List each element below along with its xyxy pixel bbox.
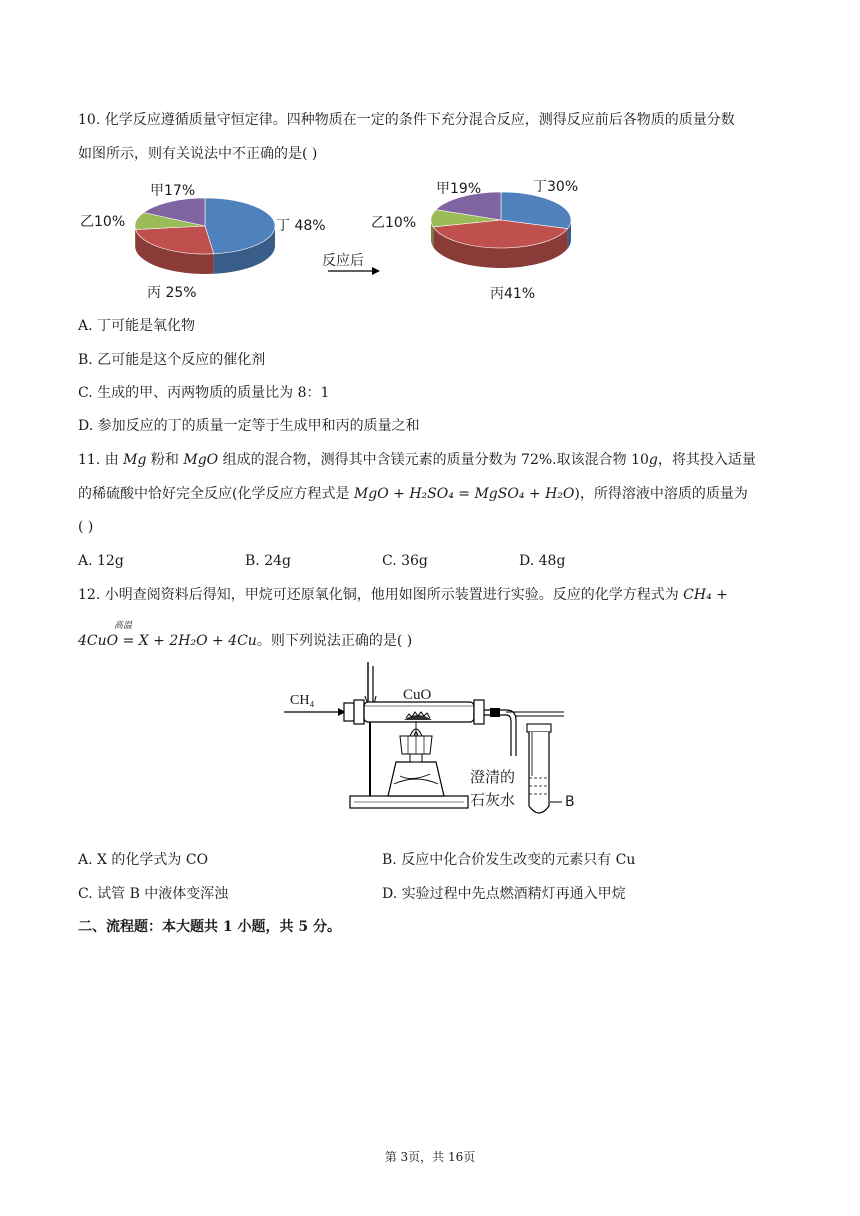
q11-stem-line2 <box>78 484 748 504</box>
q12-option-d: D. 实验过程中先点燃酒精灯再通入甲烷 <box>382 886 626 902</box>
q12-equation-part1: CH₄ + <box>683 587 728 603</box>
lime-water-label-2: 石灰水 <box>470 791 516 809</box>
pie-after-reaction <box>431 192 571 268</box>
section-2-heading: 二、流程题：本大题共 1 小题，共 5 分。 <box>78 919 341 935</box>
q11-text: ，将其投入适量 <box>657 452 756 468</box>
pie-after-label-yi: 乙10% <box>371 215 417 231</box>
test-tube-b-label: B <box>565 794 575 810</box>
pie-after-label-bing: 丙41% <box>490 286 536 302</box>
q11-mg: Mg <box>123 452 147 468</box>
q11-text: 11. 由 <box>78 452 124 468</box>
lime-water-label-1: 澄清的 <box>470 768 516 786</box>
apparatus-diagram <box>280 656 610 826</box>
q12-stem-line1 <box>78 585 728 605</box>
pie-before-label-yi: 乙10% <box>80 214 126 230</box>
q11-stem-line1 <box>78 450 756 470</box>
q10-option-d: D. 参加反应的丁的质量一定等于生成甲和丙的质量之和 <box>78 418 420 434</box>
q10-option-b: B. 乙可能是这个反应的催化剂 <box>78 352 266 368</box>
q12-equation-part2: 4CuO = X + 2H₂O + 4Cu <box>78 633 257 649</box>
page-footer: 第 3页，共 16页 <box>384 1150 476 1164</box>
q11-text: 的稀硫酸中恰好完全反应(化学反应方程式是 <box>78 486 354 502</box>
q11-option-b: B. 24g <box>245 553 291 569</box>
reaction-arrow-label: 反应后 <box>322 253 364 269</box>
cuo-label: CuO <box>403 687 432 703</box>
q12-option-a: A. X 的化学式为 CO <box>78 852 209 868</box>
pie-before-label-ding: 丁 48% <box>276 218 326 234</box>
q11-unit-g: g <box>648 452 658 468</box>
pie-after-label-jia: 甲19% <box>436 181 482 197</box>
pie-before-label-bing: 丙 25% <box>147 285 197 301</box>
q10-stem-line1: 10. 化学反应遵循质量守恒定律。四种物质在一定的条件下充分混合反应，测得反应前后各物质的质量分数 <box>78 112 735 128</box>
q11-text: )，所得溶液中溶质的质量为 <box>574 486 748 502</box>
q12-stem-line2 <box>78 631 412 651</box>
q10-option-a: A. 丁可能是氧化物 <box>78 318 196 334</box>
q11-equation: MgO + H₂SO₄ = MgSO₄ + H₂O <box>353 486 575 502</box>
q11-option-c: C. 36g <box>382 553 428 569</box>
gas-inlet-arrow <box>284 708 346 716</box>
q11-stem-line3: ( ) <box>78 519 94 535</box>
q10-stem-line2: 如图所示，则有关说法中不正确的是( ) <box>78 146 318 162</box>
alcohol-lamp <box>388 722 444 796</box>
q11-text: 组成的混合物，测得其中含镁元素的质量分数为 72%.取该混合物 10 <box>218 452 649 468</box>
q11-option-d: D. 48g <box>519 553 566 569</box>
q12-text: 12. 小明查阅资料后得知，甲烷可还原氧化铜，他用如图所示装置进行实验。反应的化学方程式为 <box>78 587 684 603</box>
pie-before-label-jia: 甲17% <box>150 183 196 199</box>
q11-mgo: MgO <box>183 452 219 468</box>
pie-before-reaction <box>135 198 275 274</box>
pie-after-label-ding: 丁30% <box>533 179 579 195</box>
ch4-label: CH₄ <box>290 693 315 708</box>
q11-text: 粉和 <box>146 452 184 468</box>
q12-reaction-condition: 高温 <box>114 621 133 631</box>
q12-option-c: C. 试管 B 中液体变浑浊 <box>78 886 229 902</box>
q10-option-c: C. 生成的甲、丙两物质的质量比为 8：1 <box>78 385 330 401</box>
q11-option-a: A. 12g <box>78 553 124 569</box>
q12-option-b: B. 反应中化合价发生改变的元素只有 Cu <box>382 852 636 868</box>
q12-text: 。则下列说法正确的是( ) <box>256 633 413 649</box>
